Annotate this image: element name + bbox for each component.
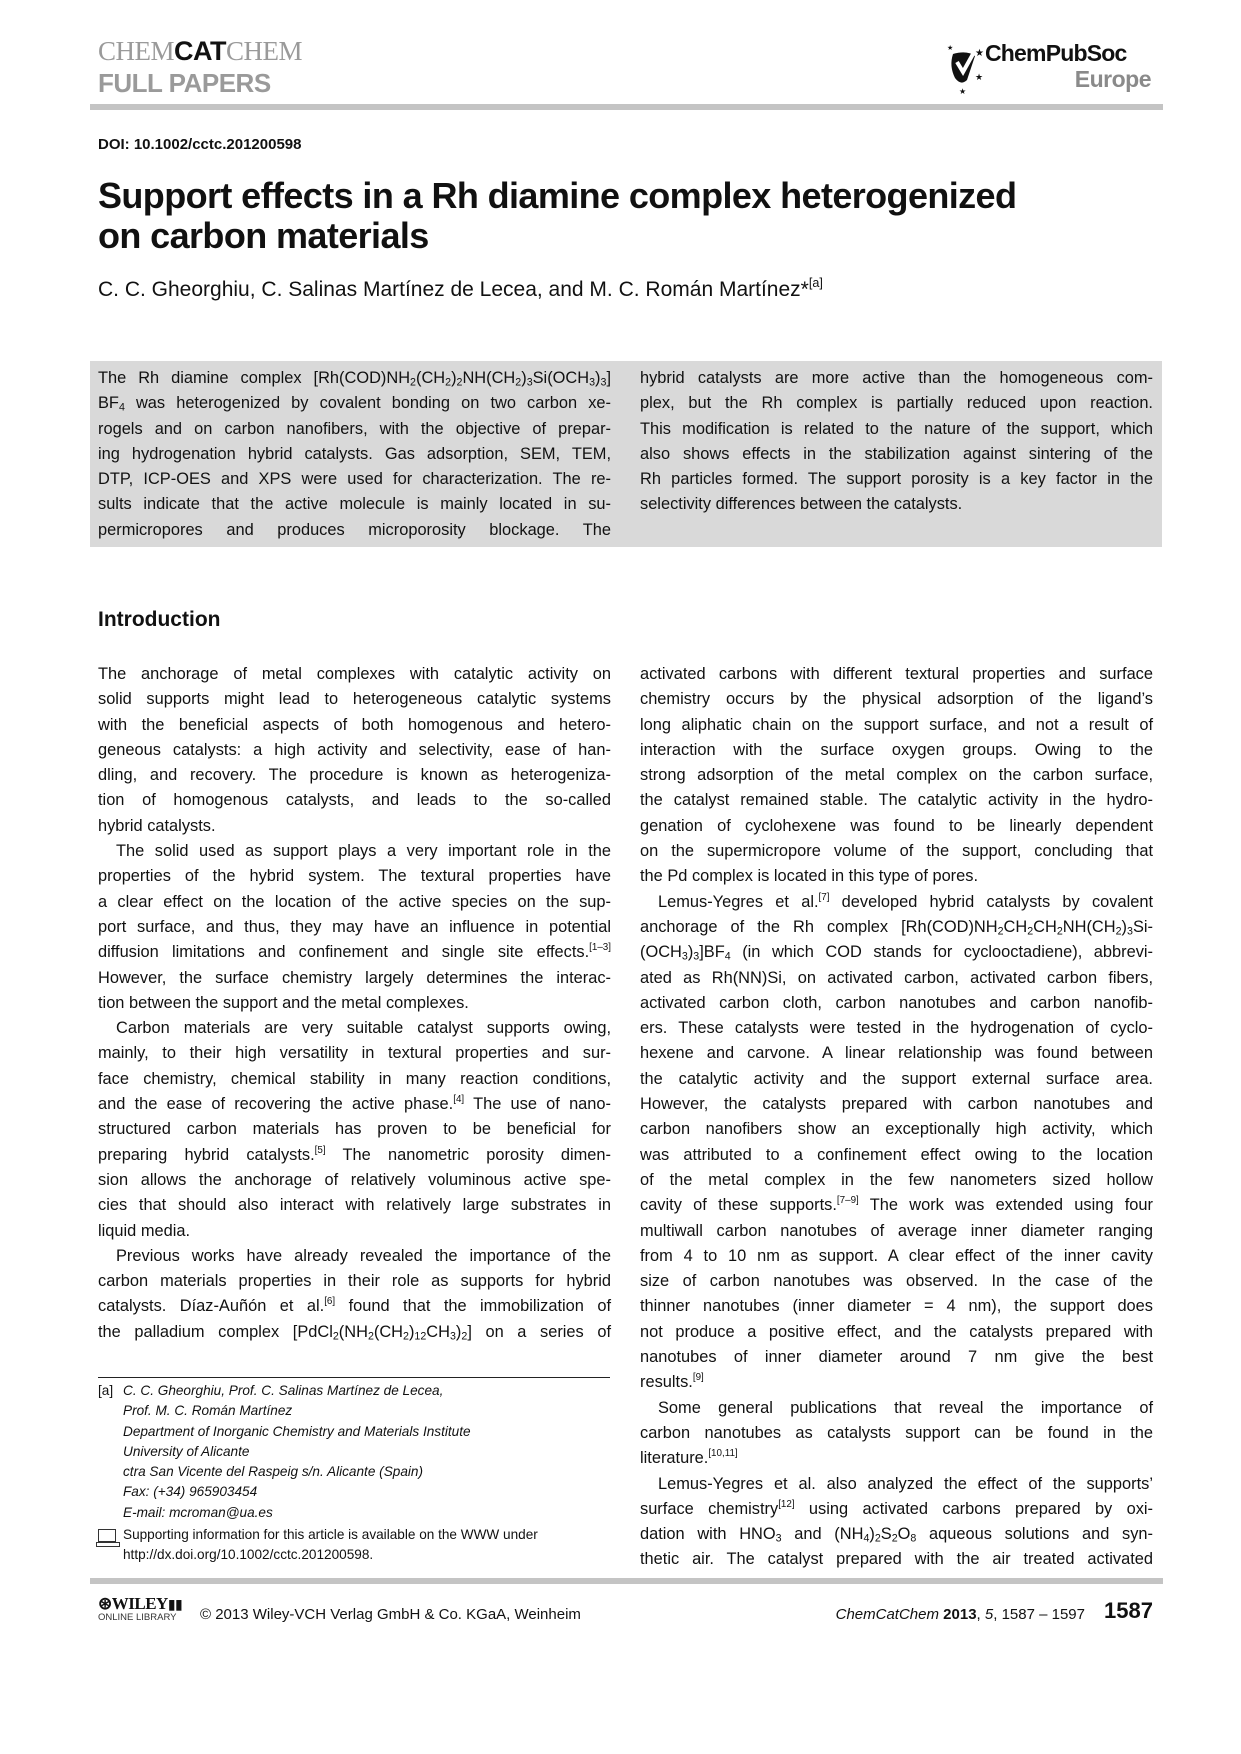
- subscript: 4: [118, 401, 125, 414]
- text-line: diffusion limitations and confinement and single site effects.[1–3]: [98, 942, 611, 962]
- footer-rule: [90, 1578, 1163, 1584]
- title-line: on carbon materials: [98, 215, 429, 256]
- text-line: plex, but the Rh complex is partially reduced upon reaction.: [640, 394, 1153, 413]
- article-title: [98, 176, 1016, 256]
- text-line: also shows effects in the stabilization against sintering of the: [640, 444, 1153, 463]
- footnote-line: University of Alicante: [123, 1443, 250, 1459]
- subscript: 3: [775, 1532, 782, 1545]
- superscript[interactable]: [10,11]: [708, 1448, 738, 1460]
- text-line: structured carbon materials has proven to be beneficial for: [98, 1120, 611, 1139]
- copyright: © 2013 Wiley-VCH Verlag GmbH & Co. KGaA, Weinheim: [200, 1606, 581, 1623]
- header-rule: [90, 104, 1163, 110]
- subscript: 3: [693, 950, 700, 963]
- supporting-info-link[interactable]: http://dx.doi.org/10.1002/cctc.201200598.: [123, 1547, 374, 1563]
- superscript[interactable]: [9]: [692, 1372, 704, 1384]
- subscript: 12: [414, 1330, 427, 1343]
- text-line: nanotubes of inner diameter around 7 nm give the best: [640, 1348, 1153, 1367]
- subscript: 2: [891, 1532, 898, 1545]
- superscript[interactable]: [5]: [314, 1144, 326, 1156]
- text-line: properties of the hybrid system. The textural properties have: [98, 867, 611, 886]
- text-line: activated carbons with different textural properties and surface: [640, 665, 1153, 683]
- affiliation-footnote: [98, 1381, 618, 1523]
- citation-journal: ChemCatChem: [835, 1606, 939, 1623]
- text-line: the Pd complex is located in this type of pores.: [640, 867, 979, 886]
- subscript: 2: [1056, 925, 1063, 938]
- text-line: genation of cyclohexene was found to be linearly dependent: [640, 816, 1153, 835]
- text-line: The anchorage of metal complexes with catalytic activity on: [98, 665, 611, 683]
- text-line: DTP, ICP-OES and XPS were used for characterization. The re-: [98, 470, 611, 489]
- text-line: port surface, and thus, they may have an influence in potential: [98, 917, 611, 936]
- text-line: tion between the support and the metal complexes.: [98, 993, 469, 1012]
- text-line: $BF_4$ was heterogenized by covalent bonding on two carbon xe-: [98, 394, 611, 414]
- text-line: dling, and recovery. The procedure is known as heterogeniza-: [98, 766, 611, 785]
- text-line: was attributed to a confinement effect owing to the location: [640, 1145, 1153, 1164]
- journal-name-part: CHEM: [98, 36, 175, 66]
- subscript: 3: [681, 950, 688, 963]
- authors: C. C. Gheorghiu, C. Salinas Martínez de Lecea, and M. C. Román Martínez*[a]: [98, 276, 823, 301]
- text-line: Some general publications that reveal the importance of: [658, 1398, 1153, 1417]
- text-line: literature.[10,11]: [640, 1448, 738, 1468]
- text-line: permicropores and produces microporosity blockage. The: [98, 520, 611, 539]
- subscript: 8: [910, 1532, 917, 1545]
- superscript[interactable]: [12]: [778, 1498, 795, 1510]
- page-number: 1587: [1104, 1598, 1153, 1623]
- text-line: However, the surface chemistry largely determines the interac-: [98, 968, 611, 987]
- superscript[interactable]: [7–9]: [836, 1195, 859, 1207]
- text-line: surface chemistry[12] using activated carbons prepared by oxi-: [640, 1498, 1153, 1518]
- body-right-column: [640, 662, 1153, 1573]
- text-line: hybrid catalysts.: [98, 816, 216, 835]
- text-line: The Rh diamine complex $[Rh(COD)NH_2(CH_2)_2NH(CH_2)_3Si(OCH_3)_3]$: [98, 369, 611, 389]
- supporting-info-note: [98, 1525, 538, 1566]
- svg-text:★: ★: [959, 87, 967, 96]
- computer-icon: [98, 1529, 116, 1542]
- text-line: cies that should also interact with relatively large substrates in: [98, 1196, 611, 1215]
- text-line: ers. These catalysts were tested in the hydrogenation of cyclo-: [640, 1019, 1153, 1038]
- text-line: and the ease of recovering the active phase.[4] The use of nano-: [98, 1094, 611, 1114]
- text-line: anchorage of the Rh complex [$Rh(COD)NH_2CH_2CH_2NH(CH_2)_3Si-$: [640, 917, 1153, 938]
- subscript: 3: [589, 376, 596, 389]
- title-line: Support effects in a Rh diamine complex heterogenized: [98, 175, 1017, 216]
- text-line: thetic air. The catalyst prepared with the air treated activated: [640, 1550, 1153, 1569]
- text-line: strong adsorption of the metal complex on the carbon surface,: [640, 766, 1153, 785]
- superscript[interactable]: [1–3]: [589, 942, 611, 954]
- text-line: hexene and carvone. A linear relationship was found between: [640, 1044, 1153, 1063]
- svg-text:★: ★: [947, 45, 954, 52]
- text-line: chemistry occurs by the physical adsorption of the ligand’s: [640, 690, 1153, 709]
- footnote-line: Prof. M. C. Román Martínez: [123, 1403, 293, 1419]
- text-line: However, the catalysts prepared with carbon nanotubes and: [640, 1095, 1153, 1114]
- text-line: liquid media.: [98, 1221, 191, 1240]
- chempubsoc-logo: [945, 40, 1155, 96]
- subscript: 2: [332, 1330, 339, 1343]
- text-line: preparing hybrid catalysts.[5] The nanometric porosity dimen-: [98, 1144, 611, 1164]
- text-line: the catalyst remained stable. The catalytic activity in the hydro-: [640, 791, 1153, 810]
- subscript: 2: [1027, 925, 1034, 938]
- text-line: $(OCH_3)_3]BF_4$ (in which COD stands for cyclooctadiene), abbrevi-: [640, 943, 1153, 963]
- svg-text:★: ★: [975, 48, 984, 59]
- text-line: face chemistry, chemical stability in many reaction conditions,: [98, 1069, 611, 1088]
- subscript: 3: [526, 376, 533, 389]
- subscript: 2: [367, 1330, 374, 1343]
- text-line: interaction with the surface oxygen groups. Owing to the: [640, 740, 1153, 759]
- text-line: activated carbon cloth, carbon nanotubes and carbon nanofib-: [640, 993, 1153, 1012]
- superscript[interactable]: [4]: [453, 1094, 465, 1106]
- footnote-line: ctra San Vicente del Raspeig s/n. Alicante (Spain): [123, 1464, 423, 1480]
- superscript[interactable]: [a]: [808, 276, 823, 291]
- subscript: 2: [874, 1532, 881, 1545]
- text-line: The solid used as support plays a very important role in the: [116, 842, 611, 861]
- text-line: This modification is related to the nature of the support, which: [640, 419, 1153, 438]
- wiley-seal-icon: ⊛: [98, 1594, 112, 1613]
- footnote-line: Department of Inorganic Chemistry and Materials Institute: [123, 1423, 471, 1439]
- text-line: carbon nanotubes as catalysts support can be found in the: [640, 1423, 1153, 1442]
- citation-year: 2013: [943, 1606, 977, 1623]
- footnote-tag: [a]: [98, 1383, 114, 1398]
- journal-name-part: CHEM: [226, 36, 303, 66]
- text-line: mainly, to their high versatility in textural properties and sur-: [98, 1044, 611, 1063]
- text-line: with the beneficial aspects of both homogenous and hetero-: [98, 715, 611, 734]
- text-line: carbon nanofibers show an exceptionally high activity, which: [640, 1120, 1153, 1139]
- text-line: Lemus-Yegres et al.[7] developed hybrid catalysts by covalent: [658, 891, 1153, 911]
- abstract-left-column: [98, 366, 611, 543]
- subscript: 2: [456, 376, 463, 389]
- subscript: 4: [724, 950, 731, 963]
- subscript: 2: [410, 376, 416, 389]
- logo-text: ChemPubSoc: [985, 40, 1127, 66]
- wiley-logo-subtext: ONLINE LIBRARY: [98, 1612, 177, 1623]
- text-line: sion allows the anchorage of relatively voluminous active spe-: [98, 1170, 611, 1189]
- subscript: 2: [461, 1330, 468, 1343]
- text-line: hybrid catalysts are more active than the homogeneous com-: [640, 369, 1153, 387]
- text-line: rogels and on carbon nanofibers, with the objective of prepar-: [98, 419, 611, 438]
- superscript[interactable]: [6]: [324, 1296, 336, 1308]
- journal-name-part: CAT: [174, 36, 227, 66]
- footnote-rule: [98, 1377, 610, 1378]
- subscript: 4: [863, 1532, 870, 1545]
- subscript: 3: [600, 376, 607, 389]
- subscript: 2: [1115, 925, 1122, 938]
- star-seal-icon: [945, 40, 985, 96]
- subscript: 2: [403, 1330, 409, 1343]
- subscript: 3: [1127, 925, 1133, 938]
- text-line: Previous works have already revealed the importance of the: [116, 1246, 611, 1265]
- text-line: catalysts. Díaz-Auñón et al.[6] found that the immobilization of: [98, 1296, 611, 1316]
- supporting-info-text: Supporting information for this article is available on the WWW under: [123, 1527, 538, 1542]
- subscript: 2: [445, 376, 452, 389]
- text-line: selectivity differences between the catalysts.: [640, 495, 963, 514]
- text-line: thinner nanotubes (inner diameter = 4 nm), the support does: [640, 1297, 1153, 1316]
- text-line: sults indicate that the active molecule is mainly located in su-: [98, 495, 611, 514]
- wiley-logo: [98, 1594, 182, 1623]
- text-line: ated as Rh(NN)Si, on activated carbon, activated carbon fibers,: [640, 968, 1153, 987]
- text-line: size of carbon nanotubes was observed. In the case of the: [640, 1272, 1153, 1291]
- text-line: carbon materials properties in their role as supports for hybrid: [98, 1272, 611, 1291]
- text-line: geneous catalysts: a high activity and selectivity, ease of han-: [98, 740, 611, 759]
- citation-pages: 1587 – 1597: [1001, 1606, 1085, 1623]
- footnote-line: Fax: (+34) 965903454: [123, 1484, 258, 1500]
- text-line: on the supermicropore volume of the support, concluding that: [640, 842, 1153, 861]
- journal-citation: ChemCatChem 2013, 5, 1587 – 1597: [835, 1606, 1085, 1623]
- footnote-line: C. C. Gheorghiu, Prof. C. Salinas Martínez de Lecea,: [123, 1383, 444, 1398]
- wiley-logo-text: WILEY: [111, 1594, 168, 1613]
- text-line: from 4 to 10 nm as support. A clear effect of the inner cavity: [640, 1246, 1153, 1265]
- subscript: 3: [449, 1330, 456, 1343]
- subscript: 2: [997, 925, 1004, 938]
- subscript: 2: [515, 376, 522, 389]
- text-line: not produce a positive effect, and the catalysts prepared with: [640, 1322, 1153, 1341]
- section-type: FULL PAPERS: [98, 68, 271, 98]
- doi: DOI: 10.1002/cctc.201200598: [98, 136, 302, 153]
- books-icon: ▮▮: [167, 1597, 183, 1613]
- text-line: long aliphatic chain on the support surface, and not a result of: [640, 715, 1153, 734]
- text-line: Lemus-Yegres et al. also analyzed the effect of the supports’: [658, 1474, 1153, 1493]
- logo-subtext: Europe: [1074, 66, 1151, 92]
- text-line: multiwall carbon nanotubes of average inner diameter ranging: [640, 1221, 1153, 1240]
- footnote-email[interactable]: E-mail: mcroman@ua.es: [123, 1504, 273, 1520]
- abstract-right-column: [640, 366, 1153, 518]
- text-line: of the metal complex in the few nanometers sized hollow: [640, 1170, 1153, 1189]
- svg-text:★: ★: [975, 72, 984, 82]
- journal-name: [98, 36, 302, 67]
- text-line: solid supports might lead to heterogeneous catalytic systems: [98, 690, 611, 709]
- text-line: results.[9]: [640, 1372, 704, 1392]
- superscript[interactable]: [7]: [818, 891, 830, 903]
- text-line: a clear effect on the location of the active species on the sup-: [98, 892, 611, 911]
- text-line: Carbon materials are very suitable catalyst supports owing,: [116, 1019, 611, 1038]
- body-left-column: [98, 662, 611, 1345]
- text-line: the palladium complex $[PdCl_2(NH_2(CH_2)_{12}CH_3)_2]$ on a series of: [98, 1322, 611, 1343]
- text-line: Rh particles formed. The support porosity is a key factor in the: [640, 470, 1153, 489]
- text-line: ing hydrogenation hybrid catalysts. Gas adsorption, SEM, TEM,: [98, 444, 611, 463]
- text-line: dation with $HNO_3$ and $(NH_4)_2S_2O_8$ aqueous solutions and syn-: [640, 1525, 1154, 1545]
- citation-volume: 5: [984, 1606, 994, 1623]
- section-heading-introduction: Introduction: [98, 608, 221, 631]
- text-line: tion of homogenous catalysts, and leads to the so-called: [98, 791, 611, 810]
- text-line: cavity of these supports.[7–9] The work was extended using four: [640, 1195, 1153, 1215]
- text-line: the catalytic activity and the support external surface area.: [640, 1069, 1153, 1088]
